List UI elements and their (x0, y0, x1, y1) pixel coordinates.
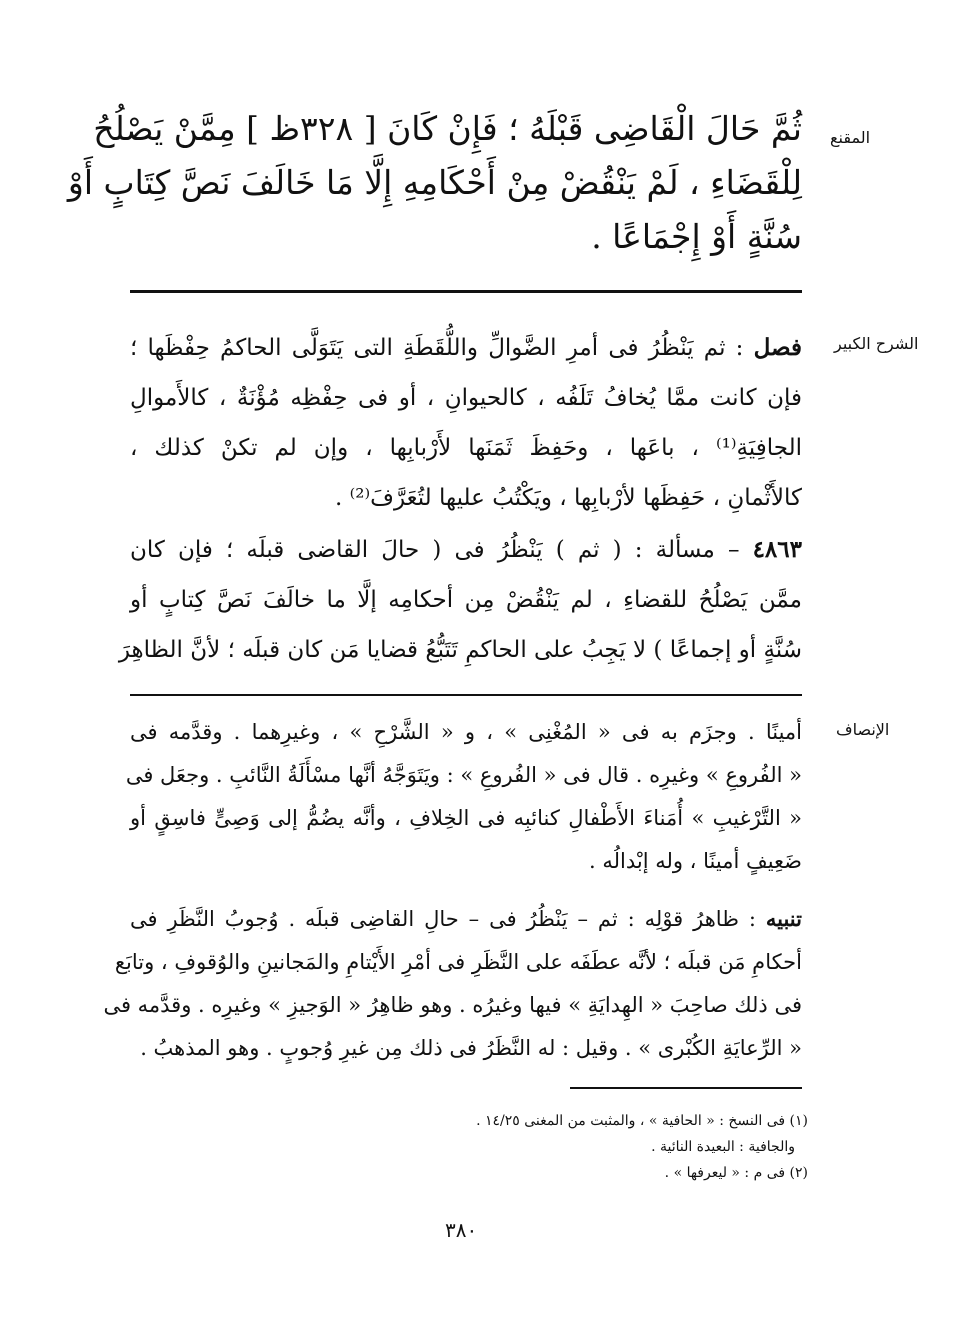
muqni-line-1: ثُمَّ حَالَ الْقَاضِى قَبْلَهُ ؛ فَإِنْ كَانَ [ ٣٢٨ظ ] مِمَّنْ يَصْلُحُ (93, 109, 802, 148)
insaf-paragraph-2 (103, 897, 802, 1070)
fasl-heading: فصل (753, 334, 802, 361)
insaf-p1-line-3: « التَّرْغيبِ » أُمَناءَ الأَطْفالِ كنائبِه فى الخِلافِ ، وأنَّه يضُمُّ إلى وَصِىٍّ فاسِقٍ أو (130, 806, 802, 830)
muqni-line-3: سُنَّةٍ أَوْ إِجْمَاعًا . (591, 217, 802, 256)
muqni-text (67, 102, 802, 264)
insaf-p2-line-1: تنبيه : ظاهرُ قوْلِه : ثم – يَنْظُرُ فى – حالِ القاضِى قبلَه . وُجوبُ النَّظَرِ فى (130, 906, 802, 931)
masala-number: ٤٨٦٣ (752, 536, 802, 563)
section-divider-sharh (130, 694, 802, 696)
label-sharh: الشرح الكبير (834, 334, 919, 353)
footnote-2: (٢) فى م : « ليعرفها » . (664, 1165, 808, 1181)
insaf-p1-line-4: ضَعِيفٍ أمينًا ، وله إبْدالُه . (588, 849, 802, 873)
insaf-p1-line-1: أمينًا . وجزَم به فى « المُغْنِى » ، و « الشَّرْحِ » ، وغيرِهما . وقدَّمه فى (130, 720, 802, 744)
label-muqni: المقنع (830, 128, 871, 147)
sharh-p2-line-1: ٤٨٦٣ – مسألة : ( ثم ) يَنْظُرُ فى ( حالَ القاضى قبلَه ؛ فإن كان (130, 536, 802, 563)
sharh-paragraph-1 (130, 323, 802, 523)
sharh-p1-line-1: فصل : ثم يَنْظُرُ فى أمرِ الضَّوالِّ واللُّقَطَةِ التى يَتَوَلَّى الحاكمُ حِفْظَها ؛ (130, 334, 802, 361)
footnote-1-continuation: والجافية : البعيدة النائية . (651, 1139, 795, 1155)
insaf-p1-line-2: « الفُروعِ » وغيرِه . قال فى « الفُروعِ » : ويَتَوَجَّهُ أنَّها مسْأَلَةُ النَّائبِ . وجعَل فى (125, 763, 802, 787)
section-divider-muqni (130, 290, 802, 293)
sharh-p2-line-2: ممَّن يَصْلُحُ للقضاءِ ، لم يَنْقُضْ مِن أحكامِه إلَّا ما خالَفَ نَصَّ كِتابٍ أو (130, 587, 802, 613)
insaf-p2-line-3: فى ذلك صاحِبَ « الهِدايَةِ » فيها وغيرُه . وهو ظاهِرُ « الوَجيزِ » وغيرِه . وقدَّمه فى (103, 993, 802, 1017)
label-insaf: الإنصاف (836, 720, 890, 739)
tanbih-heading: تنبيه (765, 906, 802, 931)
sharh-p1-line-2: فإن كانت ممَّا يُخافُ تَلَفُه ، كالحيوانِ ، أو فى حِفْظِه مُؤْنَةٌ ، كالأَموالِ (130, 385, 802, 411)
muqni-line-2: لِلْقَضَاءِ ، لَمْ يَنْقُضْ مِنْ أَحْكَامِهِ إِلَّا مَا خَالَفَ نَصَّ كِتَابٍ أَوْ (67, 163, 802, 202)
footnote-divider (570, 1087, 802, 1089)
insaf-p2-line-4: « الرِّعايَةِ الكُبْرى » . وقيل : له النَّظَرُ فى ذلك مِن غيرِ وُجوبٍ . وهو المذهبُ . (140, 1036, 802, 1060)
insaf-paragraph-1 (125, 711, 802, 883)
sharh-p1-line-3: الجافِيَةِ⁽¹⁾ ، باعَها ، وحَفِظَ ثَمَنَها لأَرْبابِها ، وإن لم تكنْ كذلك ، (130, 435, 802, 461)
insaf-p2-line-2: أحكامِ مَن قبلَه ؛ لأنَّه عطَفَه على النَّظَرِ فى أمْرِ الأَيْتامِ والمَجانينِ والوُقوفِ ، وتابَع (114, 950, 802, 974)
footnote-1: (١) فى النسخ : « الحافية » ، والمثبت من المغنى ١٤/٢٥ . (476, 1113, 808, 1129)
page-number: ٣٨٠ (445, 1218, 478, 1242)
sharh-paragraph-2 (118, 525, 802, 675)
sharh-p1-line-4: كالأَثْمانِ ، حَفِظَها لأرْبابِها ، ويَكْتُبُ عليها لتُعَرَّفَ⁽²⁾ . (334, 485, 802, 511)
sharh-p2-line-3: سُنَّةٍ أو إجماعًا ) لا يَجِبُ على الحاكمِ تَتَبُّعُ قضايا مَن كان قبلَه ؛ لأنَّ الظاهِرَ (118, 637, 802, 663)
